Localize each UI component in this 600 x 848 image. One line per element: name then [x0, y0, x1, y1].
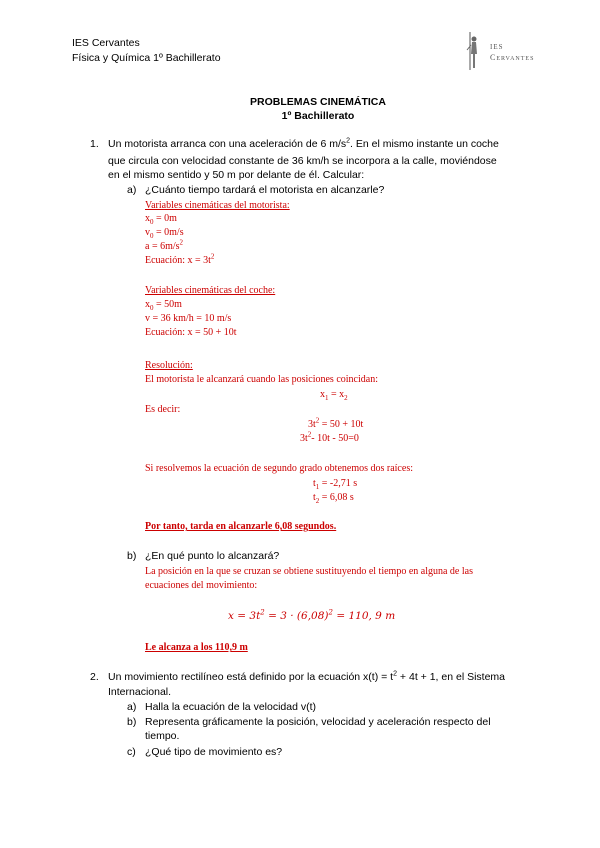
- p1-b-question: ¿En qué punto lo alcanzará?: [145, 550, 280, 562]
- page-title: PROBLEMAS CINEMÁTICA: [250, 96, 386, 108]
- problem-1-line-1: Un motorista arranca con una aceleración de 6 $m/s^2$. En el mismo instante un coche: [108, 137, 499, 150]
- moto-equation: Ecuación: $x = 3t^2$: [145, 252, 215, 266]
- resolucion-raices: Si resolvemos la ecuación de segundo grado obtenemos dos raíces:: [145, 463, 413, 474]
- p1-a-conclusion: Por tanto, tarda en alcanzarle 6,08 segundos.: [145, 521, 337, 532]
- p1-a-question: ¿Cuánto tiempo tardará el motorista en alcanzarle?: [145, 184, 385, 196]
- p2-a-question: Halla la ecuación de la velocidad v(t): [145, 701, 317, 713]
- resolucion-eq-2: $3t^2-$ 10t - 50=0: [300, 430, 359, 444]
- resolucion-es-decir: Es decir:: [145, 404, 181, 415]
- resolucion-eq-1: $3t^2 = 50 + 10t$: [308, 416, 364, 430]
- school-logo: [462, 30, 562, 72]
- problem-1-line-2: que circula con velocidad constante de 36 km/h se incorpora a la calle, moviéndose: [108, 155, 497, 167]
- p2-b-question-line-1: Representa gráficamente la posición, velocidad y aceleración respecto del: [145, 716, 491, 728]
- logo-text-bottom: Cervantes: [490, 53, 535, 62]
- moto-x0: $x_0 = 0m$: [145, 213, 177, 226]
- p2-c-question: ¿Qué tipo de movimiento es?: [145, 746, 283, 758]
- p1-b-equation: $x = 3t^2 = 3 \cdot (6,08)^2 = 110$, 9 m: [228, 608, 396, 622]
- p1-b-answer-line-1: La posición en la que se cruzan se obtiene sustituyendo el tiempo en alguna de las: [145, 566, 473, 577]
- p1-b-label: b): [127, 550, 137, 562]
- problem-2-line-1: Un movimiento rectilíneo está definido por la ecuación $x(t) = t^2 + 4t + 1$, en el Sistema: [108, 670, 505, 683]
- coche-equation: Ecuación: x = 50 + 10t: [145, 327, 237, 338]
- p2-b-question-line-2: tiempo.: [145, 730, 180, 742]
- problem-1-line-3: en el mismo sentido y 50 m por delante de él. Calcular:: [108, 169, 365, 181]
- logo-text-top: IES: [490, 43, 504, 51]
- resolucion-line-1: El motorista le alcanzará cuando las posiciones coincidan:: [145, 374, 378, 385]
- p1-b-answer-line-2: ecuaciones del movimiento:: [145, 580, 258, 591]
- coche-x0: $x_0 = 50m$: [145, 299, 182, 312]
- problem-2-number: 2.: [90, 671, 99, 683]
- problem-1-number: 1.: [90, 138, 99, 150]
- problem-2-line-2: Internacional.: [108, 686, 172, 698]
- header-course: Física y Química 1º Bachillerato: [72, 52, 221, 64]
- coche-v: v = 36 km/h = 10 m/s: [145, 313, 232, 324]
- resolucion-title: Resolución:: [145, 360, 193, 371]
- moto-a: $a = 6m/s^2$: [145, 238, 184, 252]
- p2-c-label: c): [127, 746, 136, 758]
- resolucion-x-equal: $x_1 = x_2$: [320, 389, 348, 402]
- header-school: IES Cervantes: [72, 37, 140, 49]
- moto-variables-title: Variables cinemáticas del motorista:: [145, 200, 290, 211]
- p1-b-conclusion: Le alcanza a los 110,9 m: [145, 642, 248, 653]
- moto-v0: $v_0 = 0m/s$: [145, 227, 184, 240]
- root-t1: $t_1 = -2,71$ s: [313, 478, 358, 491]
- coche-variables-title: Variables cinemáticas del coche:: [145, 285, 276, 296]
- p2-a-label: a): [127, 701, 137, 713]
- root-t2: $t_2 = 6,08$ s: [313, 492, 354, 505]
- page-subtitle: 1º Bachillerato: [281, 110, 355, 122]
- p1-a-label: a): [127, 184, 137, 196]
- quixote-figure-icon: [462, 30, 492, 72]
- p2-b-label: b): [127, 716, 137, 728]
